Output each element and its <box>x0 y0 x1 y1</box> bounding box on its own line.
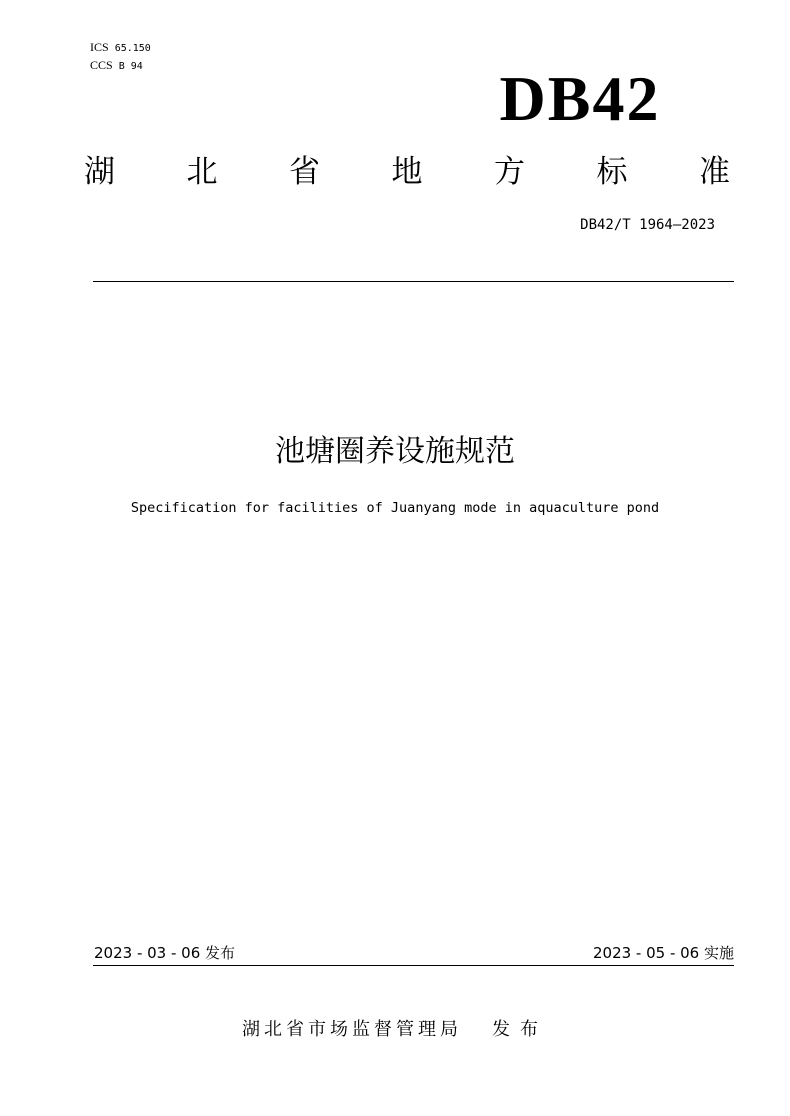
issue-date: 2023 - 03 - 06 发布 <box>94 944 236 962</box>
standard-type-char: 湖 <box>84 154 115 190</box>
standard-type-char: 北 <box>186 154 218 190</box>
standard-type-char: 准 <box>699 154 730 190</box>
ccs-code <box>90 58 143 74</box>
header-divider <box>93 281 734 282</box>
standard-type-char: 方 <box>494 154 525 190</box>
document-title-english: Specification for facilities of Juanyang mode in aquaculture pond <box>130 500 660 516</box>
ics-code <box>90 40 151 56</box>
standard-code-logo: DB42 <box>499 63 661 134</box>
ics-label: ICS <box>90 40 109 54</box>
standard-type-heading <box>84 152 730 192</box>
standard-type-char: 标 <box>596 154 628 190</box>
ccs-value: B 94 <box>118 61 143 72</box>
document-title-chinese: 池塘圈养设施规范 <box>275 434 515 469</box>
publisher-line <box>0 1018 790 1042</box>
publisher-organization: 湖北省市场监督管理局 <box>242 1019 462 1040</box>
ics-value: 65.150 <box>114 43 151 54</box>
ccs-label: CCS <box>90 58 113 72</box>
publish-action: 发布 <box>492 1019 548 1040</box>
standard-number: DB42/T 1964—2023 <box>580 217 715 233</box>
standard-type-char: 省 <box>289 154 320 190</box>
footer-divider <box>93 965 734 966</box>
standard-type-char: 地 <box>391 154 423 190</box>
implementation-date: 2023 - 05 - 06 实施 <box>592 944 734 962</box>
